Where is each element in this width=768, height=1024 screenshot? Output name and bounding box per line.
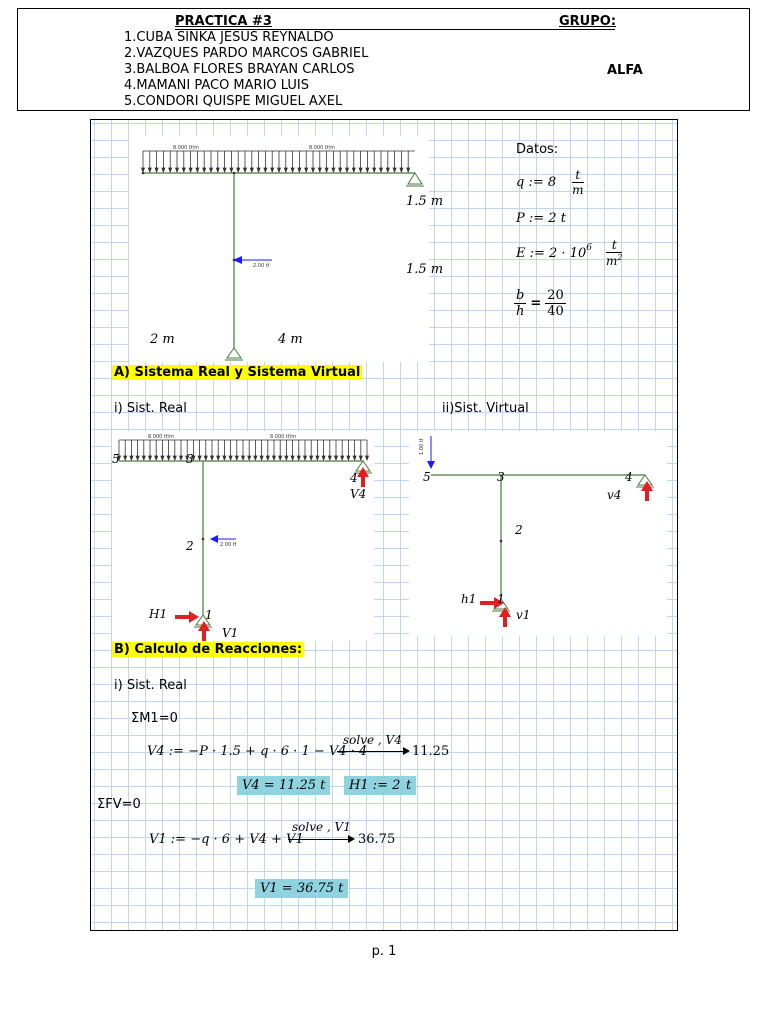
q-lhs: q := 8 <box>516 175 557 190</box>
member-5: 5.CONDORI QUISPE MIGUEL AXEL <box>124 94 343 109</box>
eq2-result: 36.75 <box>358 832 396 847</box>
page-number: p. 1 <box>371 944 397 959</box>
member-2: 2.VAZQUES PARDO MARCOS GABRIEL <box>124 46 369 61</box>
member-4: 4.MAMANI PACO MARIO LUIS <box>124 78 309 93</box>
eq1-operator: solve , V4 <box>343 733 402 747</box>
e-unit-den: $m^2$ <box>605 253 623 268</box>
virtual-system-label: ii)Sist. Virtual <box>442 401 529 416</box>
eq1-result: 11.25 <box>412 744 450 759</box>
virtual-label-v4: v4 <box>607 488 622 502</box>
bh-den: h <box>515 304 525 319</box>
real-node-1: 1 <box>205 608 213 622</box>
datos-q <box>516 168 584 197</box>
real-label-h1: H1 <box>149 607 168 621</box>
e-unit-fraction <box>606 238 622 268</box>
section-b-title: B) Calculo de Reacciones: <box>114 642 303 657</box>
bh-value-fraction <box>545 288 566 319</box>
real-point-load: 2.00 tf <box>220 542 237 548</box>
bh-equals: = <box>530 296 542 311</box>
practice-title: PRACTICA #3 <box>175 14 272 29</box>
dim-height-upper: 1.5 m <box>406 194 444 209</box>
member-3: 3.BALBOA FLORES BRAYAN CARLOS <box>124 62 355 77</box>
bh-value-num: 20 <box>547 288 564 303</box>
sum-m1-label: ΣM1=0 <box>131 711 178 726</box>
bh-num: b <box>516 288 525 303</box>
dim-width-right: 4 m <box>278 332 303 347</box>
virtual-node-3: 3 <box>497 470 505 484</box>
real-load-right: 8.000 tf/m <box>270 434 297 440</box>
eq2-arrow-head <box>348 835 355 843</box>
result-h1: H1 := 2 <box>344 776 405 795</box>
e-exponent: 6 <box>586 243 592 253</box>
worksheet <box>90 119 678 931</box>
eq2-lhs: V1 := −q · 6 + V4 + V1 <box>149 832 304 847</box>
datos-bh <box>514 288 566 319</box>
eq1-arrow-line <box>337 751 407 752</box>
eq2-operator: solve , V1 <box>292 820 351 834</box>
real-node-3: 3 <box>186 452 194 466</box>
real-label-v4: V4 <box>350 487 367 501</box>
real-node-5: 5 <box>112 452 120 466</box>
fig1-point-load: 2.00 tf <box>253 263 270 269</box>
datos-title: Datos: <box>516 142 559 157</box>
virtual-node-4: 4 <box>625 470 633 484</box>
dim-width-left: 2 m <box>150 332 175 347</box>
real-label-v1: V1 <box>222 626 239 640</box>
group-value: ALFA <box>607 63 643 78</box>
sum-fv-label: ΣFV=0 <box>97 797 141 812</box>
dim-height-lower: 1.5 m <box>406 262 444 277</box>
datos-p: P := 2 t <box>516 211 566 226</box>
section-a-title: A) Sistema Real y Sistema Virtual <box>114 365 361 380</box>
e-lhs: E := 2 · 10 <box>516 245 587 261</box>
bh-value-den: 40 <box>547 304 564 319</box>
real-system-label: i) Sist. Real <box>114 401 187 416</box>
virtual-node-2: 2 <box>515 523 523 537</box>
real-node-2: 2 <box>186 539 194 553</box>
member-1: 1.CUBA SINKA JESUS REYNALDO <box>124 30 334 45</box>
fig1-load-right: 8.000 tf/m <box>309 145 336 151</box>
bh-fraction <box>514 288 526 319</box>
datos-e <box>516 238 622 268</box>
virtual-system-figure <box>409 431 667 636</box>
real-load-left: 8.000 tf/m <box>148 434 175 440</box>
q-unit-num: t <box>572 168 583 183</box>
result-v1: V1 = 36.75 t <box>255 879 348 898</box>
virtual-label-v1: v1 <box>516 608 531 622</box>
structure-diagram <box>129 136 429 362</box>
virtual-unit-load: 1.00 tf <box>419 438 425 455</box>
eq1-lhs: V4 := −P · 1.5 + q · 6 · 1 − V4 · 4 <box>147 744 368 759</box>
header-box <box>17 8 750 111</box>
e-unit-num: t <box>606 238 622 253</box>
result-h1-unit: t <box>401 776 416 795</box>
structure-figure <box>129 136 429 362</box>
real-node-4: 4 <box>350 471 358 485</box>
fig1-load-left: 8.000 tf/m <box>173 145 200 151</box>
virtual-system-diagram <box>409 431 667 636</box>
calc-real-label: i) Sist. Real <box>114 678 187 693</box>
eq2-arrow-line <box>288 839 352 840</box>
virtual-label-h1: h1 <box>461 592 477 606</box>
virtual-node-5: 5 <box>423 470 431 484</box>
q-unit-den: m <box>572 183 584 197</box>
group-label: GRUPO: <box>559 14 617 29</box>
q-unit-fraction <box>572 168 583 197</box>
result-v4: V4 = 11.25 t <box>237 776 330 795</box>
virtual-node-1: 1 <box>497 592 505 606</box>
eq1-arrow-head <box>403 747 410 755</box>
